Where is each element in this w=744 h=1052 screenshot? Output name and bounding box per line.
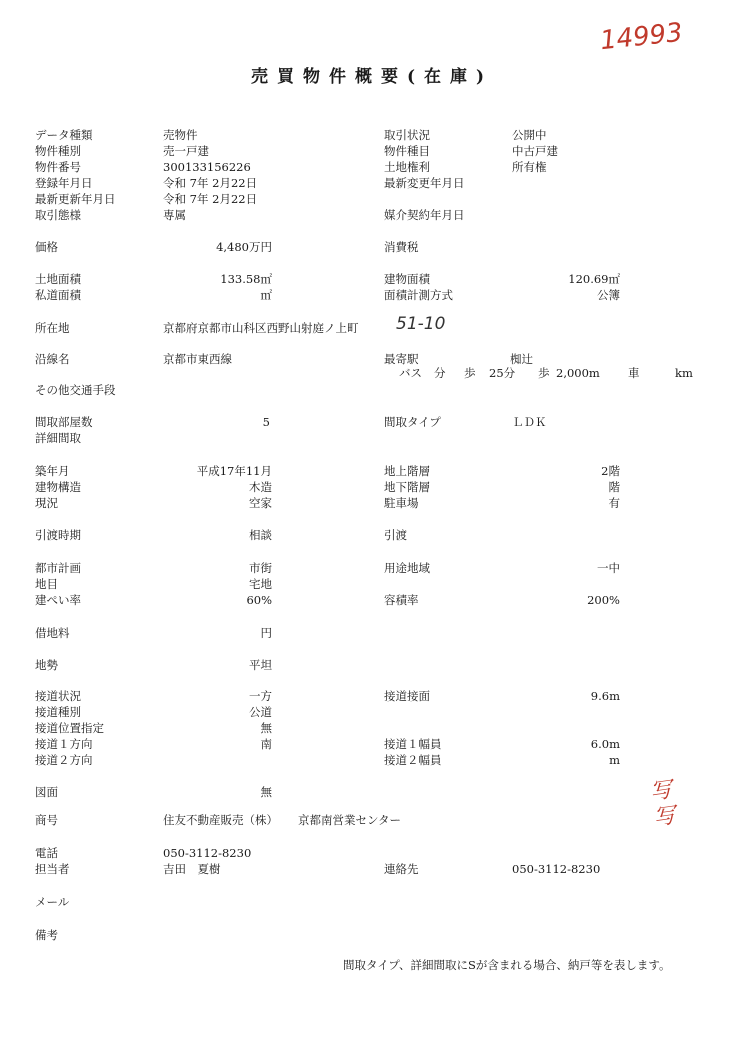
land-category-label: 地目 <box>35 577 58 591</box>
drawing-label: 図面 <box>35 785 58 799</box>
building-area-label: 建物面積 <box>384 272 430 286</box>
contact-value: 050-3112-8230 <box>512 862 601 876</box>
road-kind-value: 公道 <box>249 705 272 719</box>
road2-dir-label: 接道２方向 <box>35 753 93 767</box>
railway-value: 京都市東西線 <box>163 352 232 366</box>
ground-rent-value: 円 <box>260 626 272 640</box>
email-label: メール <box>35 895 70 909</box>
land-area-label: 土地面積 <box>35 272 81 286</box>
person-label: 担当者 <box>35 862 70 876</box>
layout-type-label: 間取タイプ <box>384 415 441 429</box>
access-walk1-label: 歩 <box>464 366 476 380</box>
land-right-value: 所有権 <box>512 160 547 174</box>
ground-rent-label: 借地料 <box>35 626 70 640</box>
handover-time-label: 引渡時期 <box>35 528 81 542</box>
private-road-area-value: ㎡ <box>260 288 272 302</box>
current-state-label: 現況 <box>35 496 58 510</box>
company-value: 住友不動産販売（株） <box>163 813 278 827</box>
floor-ratio-label: 容積率 <box>384 593 419 607</box>
structure-value: 木造 <box>249 480 272 494</box>
road1-width-value: 6.0m <box>590 737 620 751</box>
city-planning-label: 都市計画 <box>35 561 81 575</box>
handwritten-stamp: 写写 <box>648 777 678 832</box>
rooms-label: 間取部屋数 <box>35 415 93 429</box>
road-status-value: 一方 <box>249 689 272 703</box>
company-branch: 京都南営業センター <box>298 813 402 827</box>
built-value: 平成17年11月 <box>196 464 272 478</box>
trade-status-value: 公開中 <box>512 128 547 142</box>
nearest-station-label: 最寄駅 <box>384 352 419 366</box>
floors-below-value: 階 <box>608 480 620 494</box>
property-type-value: 売一戸建 <box>163 144 209 158</box>
property-number-label: 物件番号 <box>35 160 81 174</box>
last-updated-label: 最新更新年月日 <box>35 192 116 206</box>
current-state-value: 空家 <box>249 496 272 510</box>
access-km: km <box>675 366 693 380</box>
road-frontage-label: 接道接面 <box>384 689 430 703</box>
price-label: 価格 <box>35 240 58 254</box>
access-bus-label: バス <box>399 366 422 380</box>
coverage-value: 60% <box>246 593 272 607</box>
property-item-label: 物件種目 <box>384 144 430 158</box>
last-updated-value: 令和 7年 2月22日 <box>163 192 258 206</box>
floors-above-value: 2階 <box>601 464 620 478</box>
access-car-label: 車 <box>628 366 640 380</box>
person-value: 吉田 夏樹 <box>163 862 221 876</box>
price-value: 4,480万円 <box>216 240 272 254</box>
coverage-label: 建ぺい率 <box>35 593 81 607</box>
document-title: 売買物件概要(在庫) <box>250 67 494 87</box>
nearest-station-value: 椥辻 <box>510 352 533 366</box>
location-label: 所在地 <box>35 321 70 335</box>
phone-value: 050-3112-8230 <box>163 846 252 860</box>
drawing-value: 無 <box>260 785 272 799</box>
company-label: 商号 <box>35 813 58 827</box>
registered-value: 令和 7年 2月22日 <box>163 176 258 190</box>
rooms-value: 5 <box>262 415 270 429</box>
area-method-value: 公簿 <box>597 288 620 302</box>
built-label: 築年月 <box>35 464 70 478</box>
floor-ratio-value: 200% <box>587 593 620 607</box>
floors-below-label: 地下階層 <box>384 480 430 494</box>
city-planning-value: 市街 <box>249 561 272 575</box>
parking-label: 駐車場 <box>384 496 419 510</box>
registered-label: 登録年月日 <box>35 176 93 190</box>
consumption-tax-label: 消費税 <box>384 240 419 254</box>
data-type-label: データ種類 <box>35 128 93 142</box>
structure-label: 建物構造 <box>35 480 81 494</box>
road-status-label: 接道状況 <box>35 689 81 703</box>
zoning-value: 一中 <box>597 561 620 575</box>
other-transport-label: その他交通手段 <box>35 383 116 397</box>
footnote: 間取タイプ、詳細間取にSが含まれる場合、納戸等を表します。 <box>343 958 671 972</box>
access-bus-min: 分 <box>434 366 446 380</box>
access-walk2-label: 歩 <box>538 366 550 380</box>
data-type-value: 売物件 <box>163 128 198 142</box>
railway-label: 沿線名 <box>35 352 70 366</box>
road-designation-value: 無 <box>260 721 272 735</box>
handover-time-value: 相談 <box>249 528 272 542</box>
terrain-value: 平坦 <box>249 658 272 672</box>
private-road-area-label: 私道面積 <box>35 288 81 302</box>
road2-width-value: m <box>609 753 620 767</box>
terrain-label: 地勢 <box>35 658 58 672</box>
area-method-label: 面積計測方式 <box>384 288 453 302</box>
road1-dir-label: 接道１方向 <box>35 737 93 751</box>
contact-label: 連絡先 <box>384 862 419 876</box>
phone-label: 電話 <box>35 846 58 860</box>
building-area-value: 120.69㎡ <box>568 272 620 286</box>
transaction-value: 専属 <box>163 208 186 222</box>
land-area-value: 133.58㎡ <box>220 272 272 286</box>
handwritten-lot-number: 51-10 <box>396 314 446 334</box>
location-value: 京都府京都市山科区西野山射庭ノ上町 <box>163 321 359 335</box>
trade-status-label: 取引状況 <box>384 128 430 142</box>
parking-value: 有 <box>608 496 620 510</box>
road-designation-label: 接道位置指定 <box>35 721 104 735</box>
road1-width-label: 接道１幅員 <box>384 737 442 751</box>
transaction-label: 取引態様 <box>35 208 81 222</box>
layout-type-value: ＬＤＫ <box>512 415 547 429</box>
road-kind-label: 接道種別 <box>35 705 81 719</box>
remarks-label: 備考 <box>35 928 58 942</box>
property-number-value: 300133156226 <box>163 160 251 174</box>
land-right-label: 土地権利 <box>384 160 430 174</box>
agency-contract-label: 媒介契約年月日 <box>384 208 465 222</box>
land-category-value: 宅地 <box>249 577 272 591</box>
zoning-label: 用途地域 <box>384 561 430 575</box>
property-type-label: 物件種別 <box>35 144 81 158</box>
property-item-value: 中古戸建 <box>512 144 558 158</box>
handwritten-number: 14993 <box>598 17 685 57</box>
layout-detail-label: 詳細間取 <box>35 431 81 445</box>
road1-dir-value: 南 <box>260 737 272 751</box>
floors-above-label: 地上階層 <box>384 464 430 478</box>
handover-label: 引渡 <box>384 528 407 542</box>
access-walk1-value: 25分 <box>489 366 516 380</box>
access-walk2-value: 2,000m <box>556 366 600 380</box>
last-changed-label: 最新変更年月日 <box>384 176 465 190</box>
road2-width-label: 接道２幅員 <box>384 753 442 767</box>
road-frontage-value: 9.6m <box>590 689 620 703</box>
